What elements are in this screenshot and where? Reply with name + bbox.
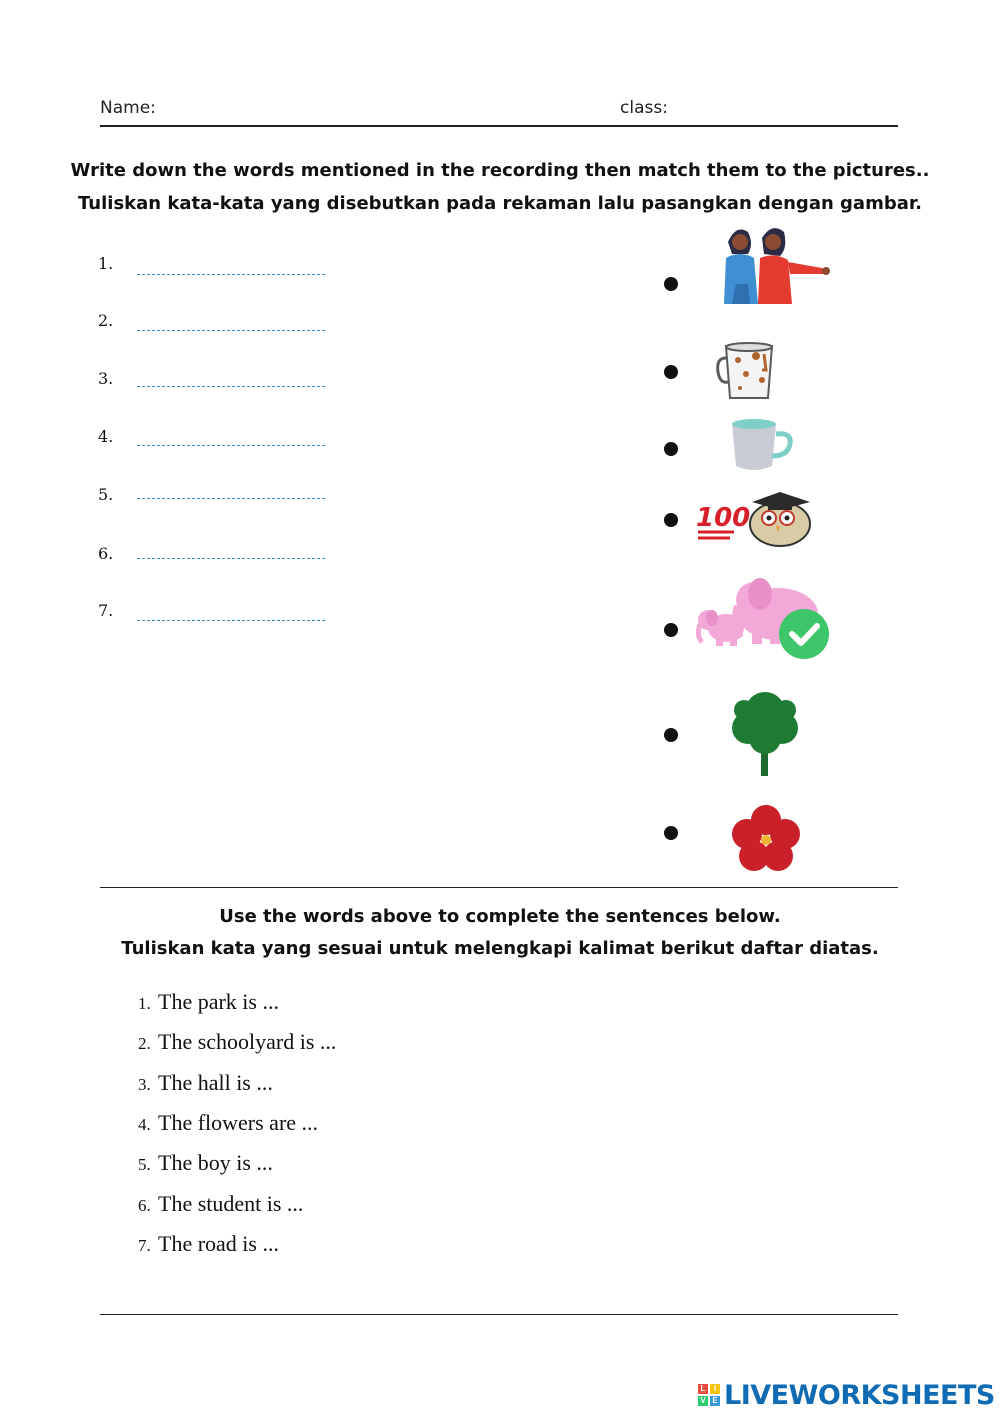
tree-icon [730, 690, 800, 778]
blank-number: 6. [98, 544, 114, 563]
sentence-text: The flowers are ... [158, 1110, 319, 1135]
match-dot-6[interactable] [664, 728, 678, 742]
logo-mark-icon: L I V E [698, 1384, 720, 1406]
sentence-number: 4. [138, 1115, 151, 1134]
sentence-number: 1. [138, 994, 151, 1013]
match-dot-1[interactable] [664, 277, 678, 291]
elephants-check-icon [692, 572, 832, 664]
sentence-item [138, 1110, 318, 1136]
sentence-item [138, 989, 279, 1015]
answer-blank-2[interactable] [137, 330, 325, 331]
match-dot-5[interactable] [664, 623, 678, 637]
blank-number: 5. [98, 485, 114, 504]
answer-blank-7[interactable] [137, 620, 325, 621]
sentence-item [138, 1070, 273, 1096]
sentence-text: The hall is ... [158, 1070, 273, 1095]
match-dot-3[interactable] [664, 442, 678, 456]
header-underline [100, 125, 898, 127]
part2-instruction-indonesian: Tuliskan kata yang sesuai untuk melengkapi kalimat berikut daftar diatas. [121, 938, 879, 959]
sentence-text: The student is ... [158, 1191, 304, 1216]
blank-number: 3. [98, 369, 114, 388]
sentence-number: 6. [138, 1196, 151, 1215]
sentence-item [138, 1150, 273, 1176]
red-flower-icon [730, 804, 802, 876]
sentence-item [138, 1029, 336, 1055]
answer-blank-4[interactable] [137, 445, 325, 446]
blank-number: 2. [98, 311, 114, 330]
liveworksheets-logo[interactable] [698, 1378, 995, 1412]
section-divider [100, 887, 898, 888]
answer-blank-1[interactable] [137, 274, 325, 275]
sentence-text: The schoolyard is ... [158, 1029, 337, 1054]
blank-number: 7. [98, 601, 114, 620]
dirty-mug-icon [716, 340, 780, 402]
instruction-english: Write down the words mentioned in the recording then match them to the pictures.. [70, 160, 930, 181]
logo-text: LIVEWORKSHEETS [724, 1379, 995, 1411]
sentence-number: 7. [138, 1236, 151, 1255]
friends-icon [718, 224, 832, 306]
blank-number: 1. [98, 254, 114, 273]
match-dot-7[interactable] [664, 826, 678, 840]
sentence-item [138, 1191, 303, 1217]
instruction-indonesian: Tuliskan kata-kata yang disebutkan pada rekaman lalu pasangkan dengan gambar. [77, 193, 923, 214]
sentence-number: 2. [138, 1034, 151, 1053]
sentence-text: The park is ... [158, 989, 279, 1014]
blank-number: 4. [98, 427, 114, 446]
answer-blank-5[interactable] [137, 498, 325, 499]
part2-instruction-english: Use the words above to complete the sentences below. [219, 906, 781, 927]
match-dot-2[interactable] [664, 365, 678, 379]
sentence-item [138, 1231, 279, 1257]
name-label: Name: [100, 98, 156, 118]
sentence-number: 5. [138, 1155, 151, 1174]
match-dot-4[interactable] [664, 513, 678, 527]
sentence-text: The road is ... [158, 1231, 279, 1256]
class-label: class: [620, 98, 668, 118]
answer-blank-3[interactable] [137, 386, 325, 387]
sentence-number: 3. [138, 1075, 151, 1094]
sentence-text: The boy is ... [158, 1150, 273, 1175]
bottom-divider [100, 1314, 898, 1315]
smart-owl-icon [694, 488, 814, 550]
answer-blank-6[interactable] [137, 558, 325, 559]
clean-cup-icon [728, 418, 794, 474]
svg-text:100: 100 [696, 503, 751, 533]
